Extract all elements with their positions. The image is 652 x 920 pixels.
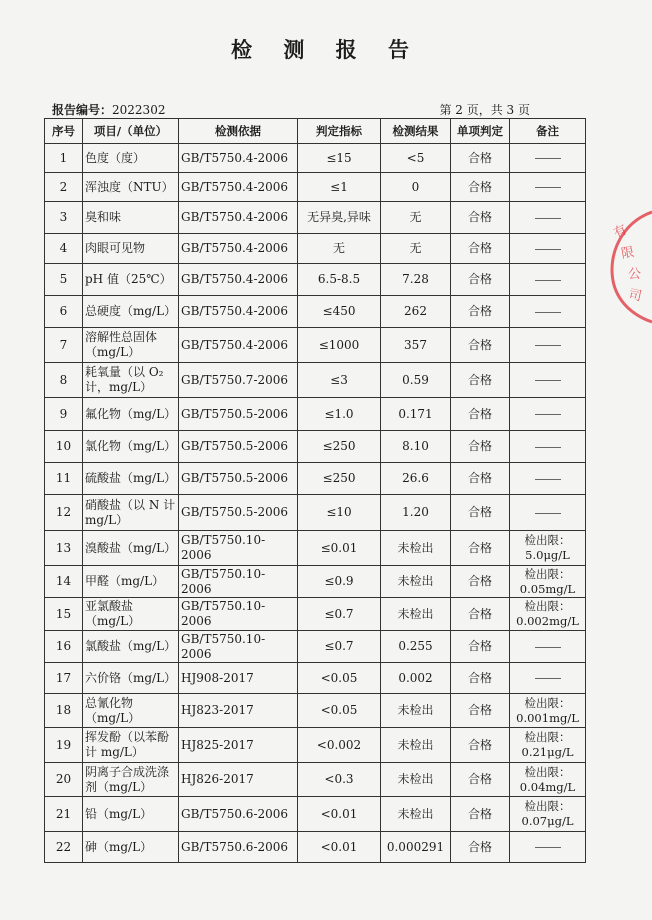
table-body bbox=[45, 144, 586, 863]
row-method-cell: GB/T5750.4-2006 bbox=[179, 296, 298, 328]
row-limit-cell: 6.5-8.5 bbox=[298, 264, 381, 296]
table-row bbox=[45, 398, 586, 431]
table-row bbox=[45, 296, 586, 328]
col-header-limit: 判定指标 bbox=[298, 119, 381, 144]
row-no-cell: 11 bbox=[45, 463, 83, 495]
row-judge-cell: 合格 bbox=[451, 495, 510, 531]
report-meta bbox=[52, 101, 530, 117]
table-row bbox=[45, 631, 586, 663]
row-judge-cell: 合格 bbox=[451, 431, 510, 463]
row-method-cell: GB/T5750.10-2006 bbox=[179, 531, 298, 566]
row-limit-cell: <0.002 bbox=[298, 728, 381, 763]
row-method-cell: GB/T5750.6-2006 bbox=[179, 832, 298, 863]
row-judge-cell: 合格 bbox=[451, 264, 510, 296]
row-result-cell: <5 bbox=[381, 144, 451, 173]
row-result-cell: 8.10 bbox=[381, 431, 451, 463]
table-row bbox=[45, 202, 586, 234]
row-limit-cell: ≤250 bbox=[298, 431, 381, 463]
row-result-cell: 26.6 bbox=[381, 463, 451, 495]
row-judge-cell: 合格 bbox=[451, 202, 510, 234]
row-item-cell: 氟化物（mg/L） bbox=[83, 398, 179, 431]
row-method-cell: HJ825-2017 bbox=[179, 728, 298, 763]
row-item-cell: 溶解性总固体（mg/L） bbox=[83, 328, 179, 363]
row-limit-cell: ≤10 bbox=[298, 495, 381, 531]
row-limit-cell: ≤1.0 bbox=[298, 398, 381, 431]
row-item-cell: 总氰化物（mg/L） bbox=[83, 694, 179, 728]
row-item-cell: 总硬度（mg/L） bbox=[83, 296, 179, 328]
row-item-cell: 六价铬（mg/L） bbox=[83, 663, 179, 694]
empty-remark-dash bbox=[535, 249, 561, 250]
row-remark-cell: 检出限：0.001mg/L bbox=[510, 694, 586, 728]
row-result-cell: 262 bbox=[381, 296, 451, 328]
page-title: 检 测 报 告 bbox=[231, 37, 421, 62]
row-remark-cell bbox=[510, 832, 586, 863]
row-remark-cell bbox=[510, 173, 586, 202]
row-item-cell: 臭和味 bbox=[83, 202, 179, 234]
table-row bbox=[45, 173, 586, 202]
row-method-cell: GB/T5750.5-2006 bbox=[179, 463, 298, 495]
row-limit-cell: <0.3 bbox=[298, 763, 381, 797]
row-result-cell: 0.59 bbox=[381, 363, 451, 398]
row-result-cell: 无 bbox=[381, 202, 451, 234]
col-header-result: 检测结果 bbox=[381, 119, 451, 144]
table-row bbox=[45, 144, 586, 173]
row-limit-cell: ≤0.01 bbox=[298, 531, 381, 566]
row-remark-cell: 检出限：0.04mg/L bbox=[510, 763, 586, 797]
row-method-cell: GB/T5750.4-2006 bbox=[179, 264, 298, 296]
table-row bbox=[45, 832, 586, 863]
row-judge-cell: 合格 bbox=[451, 296, 510, 328]
row-item-cell: 色度（度） bbox=[83, 144, 179, 173]
row-remark-cell bbox=[510, 363, 586, 398]
table-row bbox=[45, 495, 586, 531]
col-header-judge: 单项判定 bbox=[451, 119, 510, 144]
row-no-cell: 16 bbox=[45, 631, 83, 663]
row-item-cell: 氯化物（mg/L） bbox=[83, 431, 179, 463]
row-judge-cell: 合格 bbox=[451, 173, 510, 202]
report-number-value: 2022302 bbox=[112, 103, 166, 117]
row-remark-cell bbox=[510, 234, 586, 264]
row-remark-cell bbox=[510, 631, 586, 663]
row-result-cell: 0.000291 bbox=[381, 832, 451, 863]
row-method-cell: GB/T5750.4-2006 bbox=[179, 144, 298, 173]
row-no-cell: 3 bbox=[45, 202, 83, 234]
row-remark-cell: 检出限：0.21μg/L bbox=[510, 728, 586, 763]
col-header-item: 项目/（单位） bbox=[83, 119, 179, 144]
row-judge-cell: 合格 bbox=[451, 631, 510, 663]
row-limit-cell: 无 bbox=[298, 234, 381, 264]
table-row bbox=[45, 328, 586, 363]
row-limit-cell: 无异臭,异味 bbox=[298, 202, 381, 234]
row-no-cell: 10 bbox=[45, 431, 83, 463]
row-no-cell: 20 bbox=[45, 763, 83, 797]
table-row bbox=[45, 598, 586, 631]
row-limit-cell: ≤0.9 bbox=[298, 566, 381, 598]
row-no-cell: 18 bbox=[45, 694, 83, 728]
row-result-cell: 0 bbox=[381, 173, 451, 202]
row-limit-cell: ≤0.7 bbox=[298, 598, 381, 631]
row-method-cell: GB/T5750.6-2006 bbox=[179, 797, 298, 832]
row-result-cell: 未检出 bbox=[381, 531, 451, 566]
row-no-cell: 17 bbox=[45, 663, 83, 694]
row-item-cell: 氯酸盐（mg/L） bbox=[83, 631, 179, 663]
col-header-no: 序号 bbox=[45, 119, 83, 144]
empty-remark-dash bbox=[535, 218, 561, 219]
row-item-cell: 阴离子合成洗涤剂（mg/L） bbox=[83, 763, 179, 797]
row-result-cell: 1.20 bbox=[381, 495, 451, 531]
row-judge-cell: 合格 bbox=[451, 763, 510, 797]
row-no-cell: 4 bbox=[45, 234, 83, 264]
table-row bbox=[45, 694, 586, 728]
row-method-cell: HJ823-2017 bbox=[179, 694, 298, 728]
row-limit-cell: ≤1 bbox=[298, 173, 381, 202]
row-remark-cell bbox=[510, 328, 586, 363]
col-header-method: 检测依据 bbox=[179, 119, 298, 144]
table-row bbox=[45, 431, 586, 463]
row-judge-cell: 合格 bbox=[451, 728, 510, 763]
row-no-cell: 5 bbox=[45, 264, 83, 296]
row-no-cell: 8 bbox=[45, 363, 83, 398]
empty-remark-dash bbox=[535, 847, 561, 848]
row-result-cell: 无 bbox=[381, 234, 451, 264]
row-remark-cell: 检出限：0.05mg/L bbox=[510, 566, 586, 598]
row-no-cell: 7 bbox=[45, 328, 83, 363]
row-no-cell: 14 bbox=[45, 566, 83, 598]
row-result-cell: 未检出 bbox=[381, 763, 451, 797]
row-result-cell: 0.002 bbox=[381, 663, 451, 694]
svg-text:司: 司 bbox=[627, 287, 644, 305]
table-row bbox=[45, 234, 586, 264]
row-no-cell: 22 bbox=[45, 832, 83, 863]
empty-remark-dash bbox=[535, 345, 561, 346]
row-result-cell: 未检出 bbox=[381, 598, 451, 631]
row-no-cell: 12 bbox=[45, 495, 83, 531]
row-result-cell: 未检出 bbox=[381, 694, 451, 728]
row-item-cell: 硝酸盐（以 N 计 mg/L） bbox=[83, 495, 179, 531]
row-judge-cell: 合格 bbox=[451, 463, 510, 495]
row-remark-cell: 检出限：0.07μg/L bbox=[510, 797, 586, 832]
empty-remark-dash bbox=[535, 414, 561, 415]
row-remark-cell: 检出限：0.002mg/L bbox=[510, 598, 586, 631]
row-no-cell: 19 bbox=[45, 728, 83, 763]
empty-remark-dash bbox=[535, 678, 561, 679]
row-judge-cell: 合格 bbox=[451, 328, 510, 363]
row-result-cell: 未检出 bbox=[381, 728, 451, 763]
col-header-remark: 备注 bbox=[510, 119, 586, 144]
row-method-cell: GB/T5750.4-2006 bbox=[179, 234, 298, 264]
report-number bbox=[52, 101, 165, 118]
svg-text:限: 限 bbox=[620, 244, 636, 262]
table-row bbox=[45, 264, 586, 296]
row-remark-cell: 检出限：5.0μg/L bbox=[510, 531, 586, 566]
row-judge-cell: 合格 bbox=[451, 797, 510, 832]
row-item-cell: pH 值（25℃） bbox=[83, 264, 179, 296]
row-result-cell: 未检出 bbox=[381, 797, 451, 832]
empty-remark-dash bbox=[535, 447, 561, 448]
row-method-cell: GB/T5750.4-2006 bbox=[179, 328, 298, 363]
row-no-cell: 15 bbox=[45, 598, 83, 631]
row-limit-cell: ≤250 bbox=[298, 463, 381, 495]
row-method-cell: GB/T5750.5-2006 bbox=[179, 398, 298, 431]
table-row bbox=[45, 363, 586, 398]
row-result-cell: 0.255 bbox=[381, 631, 451, 663]
row-method-cell: GB/T5750.5-2006 bbox=[179, 495, 298, 531]
row-judge-cell: 合格 bbox=[451, 234, 510, 264]
row-item-cell: 耗氧量（以 O₂ 计，mg/L） bbox=[83, 363, 179, 398]
row-judge-cell: 合格 bbox=[451, 663, 510, 694]
row-judge-cell: 合格 bbox=[451, 832, 510, 863]
test-results-table bbox=[44, 118, 586, 863]
row-method-cell: GB/T5750.10-2006 bbox=[179, 598, 298, 631]
row-item-cell: 亚氯酸盐（mg/L） bbox=[83, 598, 179, 631]
row-no-cell: 1 bbox=[45, 144, 83, 173]
row-item-cell: 肉眼可见物 bbox=[83, 234, 179, 264]
row-result-cell: 0.171 bbox=[381, 398, 451, 431]
row-judge-cell: 合格 bbox=[451, 531, 510, 566]
row-judge-cell: 合格 bbox=[451, 363, 510, 398]
row-limit-cell: ≤15 bbox=[298, 144, 381, 173]
row-method-cell: GB/T5750.5-2006 bbox=[179, 431, 298, 463]
row-remark-cell bbox=[510, 264, 586, 296]
row-remark-cell bbox=[510, 144, 586, 173]
row-item-cell: 甲醛（mg/L） bbox=[83, 566, 179, 598]
empty-remark-dash bbox=[535, 380, 561, 381]
row-result-cell: 未检出 bbox=[381, 566, 451, 598]
svg-text:公: 公 bbox=[628, 267, 642, 282]
table-row bbox=[45, 531, 586, 566]
empty-remark-dash bbox=[535, 513, 561, 514]
table-header-row bbox=[45, 119, 586, 144]
empty-remark-dash bbox=[535, 280, 561, 281]
row-item-cell: 挥发酚（以苯酚计 mg/L） bbox=[83, 728, 179, 763]
row-judge-cell: 合格 bbox=[451, 566, 510, 598]
row-no-cell: 9 bbox=[45, 398, 83, 431]
row-method-cell: HJ826-2017 bbox=[179, 763, 298, 797]
row-method-cell: GB/T5750.7-2006 bbox=[179, 363, 298, 398]
row-result-cell: 357 bbox=[381, 328, 451, 363]
empty-remark-dash bbox=[535, 187, 561, 188]
row-limit-cell: ≤450 bbox=[298, 296, 381, 328]
report-number-label: 报告编号： bbox=[52, 103, 113, 117]
row-method-cell: GB/T5750.10-2006 bbox=[179, 631, 298, 663]
row-no-cell: 6 bbox=[45, 296, 83, 328]
row-judge-cell: 合格 bbox=[451, 144, 510, 173]
row-method-cell: GB/T5750.4-2006 bbox=[179, 173, 298, 202]
page-indicator: 第 2 页，共 3 页 bbox=[439, 103, 530, 117]
table-row bbox=[45, 797, 586, 832]
empty-remark-dash bbox=[535, 158, 561, 159]
table-row bbox=[45, 763, 586, 797]
row-limit-cell: <0.05 bbox=[298, 694, 381, 728]
row-limit-cell: <0.01 bbox=[298, 797, 381, 832]
empty-remark-dash bbox=[535, 647, 561, 648]
row-item-cell: 硫酸盐（mg/L） bbox=[83, 463, 179, 495]
table-row bbox=[45, 463, 586, 495]
row-remark-cell bbox=[510, 431, 586, 463]
table-row bbox=[45, 566, 586, 598]
row-remark-cell bbox=[510, 202, 586, 234]
row-judge-cell: 合格 bbox=[451, 398, 510, 431]
row-method-cell: GB/T5750.10-2006 bbox=[179, 566, 298, 598]
row-no-cell: 13 bbox=[45, 531, 83, 566]
empty-remark-dash bbox=[535, 312, 561, 313]
row-item-cell: 溴酸盐（mg/L） bbox=[83, 531, 179, 566]
row-limit-cell: ≤1000 bbox=[298, 328, 381, 363]
row-remark-cell bbox=[510, 663, 586, 694]
company-seal bbox=[606, 208, 652, 326]
row-remark-cell bbox=[510, 463, 586, 495]
row-remark-cell bbox=[510, 296, 586, 328]
row-limit-cell: ≤0.7 bbox=[298, 631, 381, 663]
row-limit-cell: ≤3 bbox=[298, 363, 381, 398]
empty-remark-dash bbox=[535, 479, 561, 480]
row-remark-cell bbox=[510, 398, 586, 431]
row-limit-cell: <0.05 bbox=[298, 663, 381, 694]
row-item-cell: 铅（mg/L） bbox=[83, 797, 179, 832]
table-row bbox=[45, 728, 586, 763]
row-judge-cell: 合格 bbox=[451, 598, 510, 631]
row-limit-cell: <0.01 bbox=[298, 832, 381, 863]
row-item-cell: 砷（mg/L） bbox=[83, 832, 179, 863]
row-method-cell: GB/T5750.4-2006 bbox=[179, 202, 298, 234]
svg-text:有: 有 bbox=[611, 222, 630, 242]
table-row bbox=[45, 663, 586, 694]
row-remark-cell bbox=[510, 495, 586, 531]
row-no-cell: 2 bbox=[45, 173, 83, 202]
row-item-cell: 浑浊度（NTU） bbox=[83, 173, 179, 202]
row-judge-cell: 合格 bbox=[451, 694, 510, 728]
row-no-cell: 21 bbox=[45, 797, 83, 832]
row-method-cell: HJ908-2017 bbox=[179, 663, 298, 694]
row-result-cell: 7.28 bbox=[381, 264, 451, 296]
